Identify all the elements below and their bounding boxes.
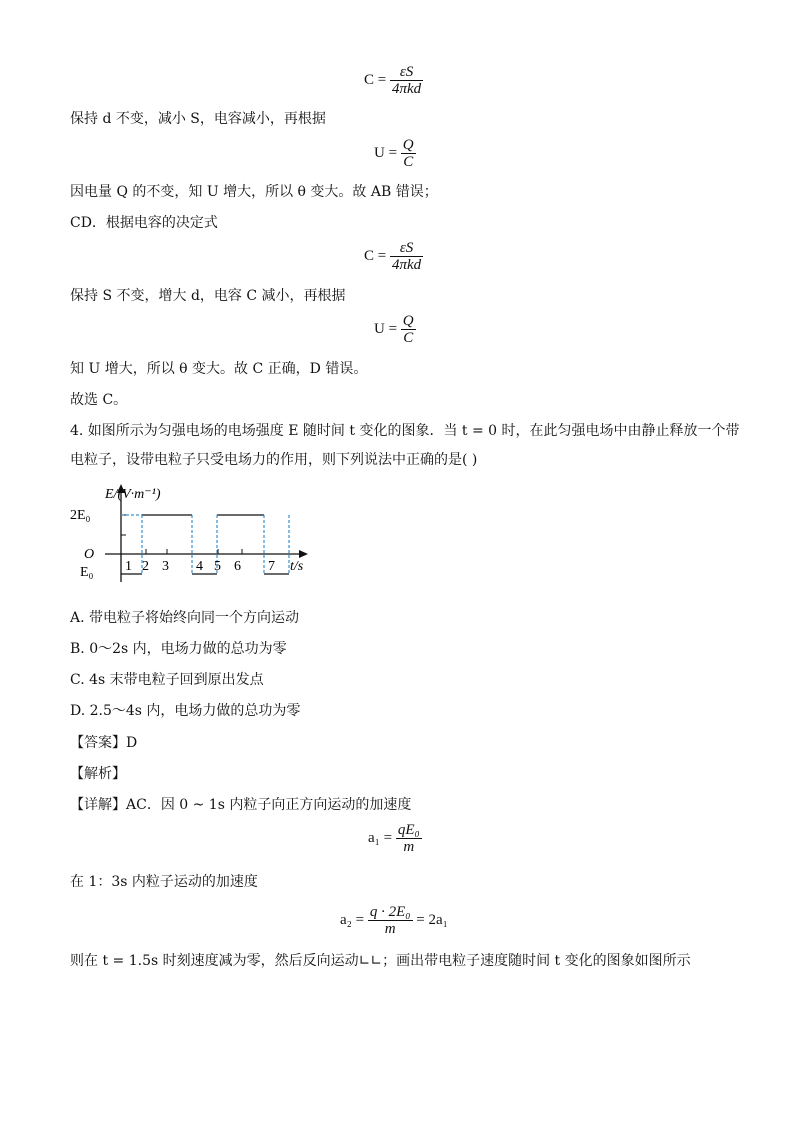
- formula-capacitance-1: [364, 64, 423, 97]
- formula-lhs: C =: [364, 72, 387, 88]
- detail-line: 则在 t = 1.5s 时刻速度减为零，然后反向运动∟∟；画出带电粒子速度随时间 t 变化的图象如图所示: [70, 953, 691, 969]
- x-tick-label: 2: [142, 559, 149, 574]
- x-tick-label: 1: [125, 559, 132, 574]
- denominator: C: [401, 153, 416, 170]
- text-line: 故选 C。: [70, 392, 128, 408]
- y-label-2E0: 2E₀: [70, 508, 91, 523]
- formula-voltage-2: [374, 313, 416, 346]
- text-line: 保持 d 不变，减小 S，电容减小，再根据: [70, 111, 326, 127]
- text-line: 因电量 Q 的不变，知 U 增大，所以 θ 变大。故 AB 错误；: [70, 184, 438, 200]
- formula-lhs: C =: [364, 248, 387, 264]
- formula-lhs: U =: [374, 145, 398, 161]
- x-tick-label: 5: [214, 559, 221, 574]
- fraction: [390, 240, 423, 273]
- x-tick-label: 6: [234, 559, 241, 574]
- numerator: qE₀: [397, 822, 420, 838]
- field-time-graph: [70, 478, 320, 588]
- text-line: CD．根据电容的决定式: [70, 215, 218, 231]
- x-axis-arrow: [299, 550, 308, 558]
- option-b: B. 0～2s 内，电场力做的总功为零: [70, 641, 287, 657]
- numerator: εS: [399, 240, 414, 256]
- option-c: C. 4s 末带电粒子回到原出发点: [70, 672, 264, 688]
- numerator: εS: [399, 64, 414, 80]
- denominator: 4πkd: [391, 257, 422, 273]
- text-line: 保持 S 不变，增大 d，电容 C 减小，再根据: [70, 288, 346, 304]
- formula-lhs: a₂ =: [340, 912, 365, 928]
- fraction: [396, 822, 422, 855]
- fraction: [390, 64, 423, 97]
- formula-rhs: = 2a₁: [416, 912, 448, 928]
- y-label-origin: O: [84, 547, 95, 562]
- formula-acceleration-1: [368, 822, 422, 855]
- x-tick-label: 7: [268, 559, 275, 574]
- formula-lhs: U =: [374, 321, 398, 337]
- option-d: D. 2.5～4s 内，电场力做的总功为零: [70, 703, 301, 719]
- fraction: [368, 904, 413, 937]
- denominator: m: [368, 920, 413, 937]
- numerator: Q: [402, 313, 414, 329]
- numerator: q · 2E₀: [369, 904, 411, 920]
- question-stem: 4. 如图所示为匀强电场的电场强度 E 随时间 t 变化的图象．当 t = 0 时，在此匀强电场中由静止释放一个带: [70, 423, 740, 439]
- formula-capacitance-2: [364, 240, 423, 273]
- answer-line: 【答案】D: [70, 735, 138, 751]
- detail-line: 【详解】AC．因 0 ~ 1s 内粒子向正方向运动的加速度: [70, 797, 412, 813]
- x-tick-label: 3: [162, 559, 169, 574]
- denominator: 4πkd: [391, 81, 422, 97]
- denominator: m: [396, 838, 422, 855]
- question-stem: 电粒子，设带电粒子只受电场力的作用，则下列说法中正确的是( ): [70, 452, 478, 468]
- y-axis-label: E/(V·m⁻¹): [105, 487, 161, 502]
- formula-acceleration-2: [340, 904, 448, 937]
- option-a: A. 带电粒子将始终向同一个方向运动: [70, 610, 300, 626]
- text-line: 知 U 增大，所以 θ 变大。故 C 正确，D 错误。: [70, 361, 368, 377]
- fraction: [401, 137, 416, 170]
- y-label-E0: E₀: [80, 565, 94, 580]
- x-axis-label: t/s: [290, 559, 304, 574]
- fraction: [401, 313, 416, 346]
- detail-line: 在 1：3s 内粒子运动的加速度: [70, 874, 258, 890]
- analysis-heading: 【解析】: [70, 766, 126, 782]
- numerator: Q: [402, 137, 414, 153]
- formula-lhs: a₁ =: [368, 830, 393, 846]
- denominator: C: [401, 329, 416, 346]
- x-tick-label: 4: [196, 559, 203, 574]
- formula-voltage-1: [374, 137, 416, 170]
